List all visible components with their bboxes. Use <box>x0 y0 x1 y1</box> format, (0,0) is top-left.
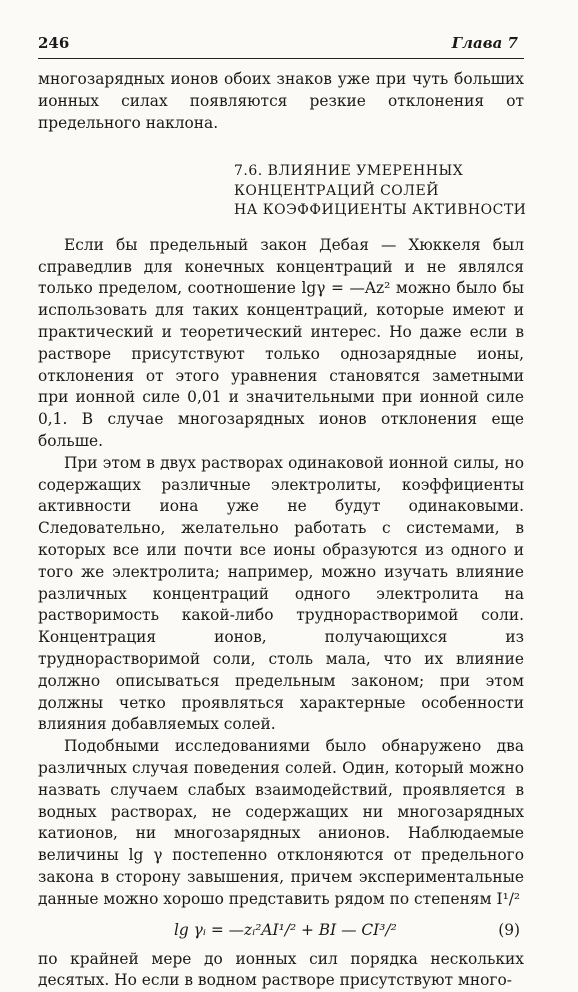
section-heading-line-1: 7.6. ВЛИЯНИЕ УМЕРЕННЫХ <box>234 163 464 180</box>
section-heading <box>234 162 527 221</box>
page-header <box>38 34 524 52</box>
paragraph-3: Подобными исследованиями было обнаружено два различных случая поведения солей. Один, который можно назвать случаем слабых взаимодействий, проявляется в водных растворах, не содержащих ни многозарядных катионов, ни многозарядных анионов. Наблюдаемые величины lg γ постепенно отклоняются от предельного закона в сторону завышения, причем экспериментальные данные можно хорошо представить рядом по степеням I¹/² <box>38 737 524 908</box>
intro-paragraph: многозарядных ионов обоих знаков уже при чуть больших ионных силах появляются резкие отклонения от предельного наклона. <box>38 70 524 132</box>
section-heading-line-2: КОНЦЕНТРАЦИЙ СОЛЕЙ <box>234 182 439 199</box>
equation-formula: lg γᵢ = —zᵢ²AI¹/² + BI — CI³/² <box>174 920 397 939</box>
running-head: Глава 7 <box>451 34 518 52</box>
book-page <box>38 34 527 992</box>
paragraph-4: по крайней мере до ионных сил порядка нескольких десятых. Но если в водном растворе присутствуют много- <box>38 949 524 990</box>
header-rule <box>38 58 524 59</box>
section-heading-line-3: НА КОЭФФИЦИЕНТЫ АКТИВНОСТИ <box>234 202 527 219</box>
paragraph-2: При этом в двух растворах одинаковой ионной силы, но содержащих различные электролиты, коэффициенты активности иона уже не будут одинаковыми. Следовательно, желательно работать с системами, в которых все или почти все ионы образуются из одного и того же электролита; например, можно изучать влияние различных концентраций одного электролита на растворимость какой-либо труднорастворимой соли. Концентрация ионов, получающихся из труднорастворимой соли, столь мала, что их влияние должно описываться предельным законом; при этом должны четко проявляться характерные особенности влияния добавляемых солей. <box>38 453 524 734</box>
paragraph-1: Если бы предельный закон Дебая — Хюккеля был справедлив для конечных концентраций и не являлся только пределом, соотношение lgγ = —Az² можно было бы использовать для таких концентраций, которые имеют и практический и теоретический интерес. Но даже если в растворе присутствуют только однозарядные ионы, отклонения от этого уравнения становятся заметными при ионной силе 0,01 и значительными при ионной силе 0,1. В случае многозарядных ионов отклонения еще больше. <box>38 235 524 451</box>
page-number: 246 <box>38 34 70 52</box>
equation-9 <box>38 917 524 943</box>
equation-number: (9) <box>498 920 520 939</box>
